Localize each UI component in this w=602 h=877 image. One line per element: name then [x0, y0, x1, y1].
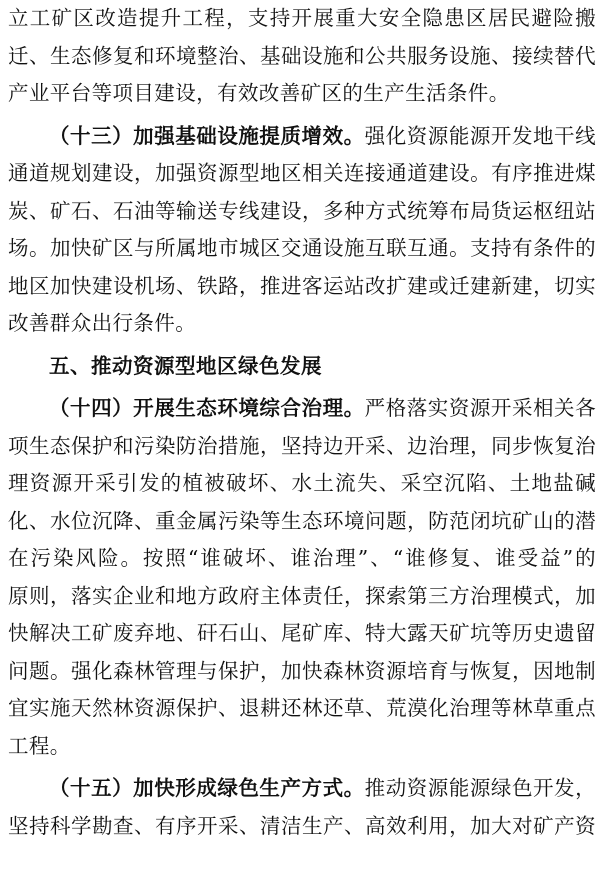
text-line: 地区加快建设机场、铁路，推进客运站改扩建或迁建新建，切实	[8, 273, 596, 298]
paragraph-green-production	[8, 770, 596, 845]
text-line: 通道规划建设，加强资源型地区相关连接通道建设。有序推进煤	[8, 161, 596, 185]
text-line: 快解决工矿废弃地、矸石山、尾矿库、特大露天矿坑等历史遗留	[8, 621, 596, 645]
text-line: 化、水位沉降、重金属污染等生态环境问题，防范闭坑矿山的潜	[8, 508, 596, 533]
text-line: 项生态保护和污染防治措施，坚持边开采、边治理，同步恢复治	[8, 433, 596, 458]
paragraph-ecological-governance	[8, 390, 596, 765]
text-line: 原则，落实企业和地方政府主体责任，探索第三方治理模式，加	[8, 583, 596, 608]
paragraph-lead-rest: 推动资源能源绿色开发，	[364, 776, 596, 800]
text-line: 问题。强化森林管理与保护，加快森林资源培育与恢复，因地制	[8, 658, 596, 683]
section-heading: 五、推动资源型地区绿色发展	[49, 353, 322, 378]
paragraph-lead-rest: 强化资源能源开发地干线	[364, 123, 596, 148]
paragraph-lead-heading: （十三）加强基础设施提质增效。	[49, 123, 365, 148]
paragraph-lead-heading: （十四）开展生态环境综合治理。	[49, 396, 365, 420]
text-line	[8, 390, 596, 428]
text-line	[8, 118, 596, 156]
paragraph-infrastructure	[8, 118, 596, 343]
paragraph-lead-heading: （十五）加快形成绿色生产方式。	[49, 776, 365, 800]
text-line: 宜实施天然林资源保护、退耕还林还草、荒漠化治理等林草重点	[8, 696, 596, 720]
text-line: 立工矿区改造提升工程，支持开展重大安全隐患区居民避险搬	[8, 6, 596, 30]
text-line: 产业平台等项目建设，有效改善矿区的生产生活条件。	[8, 81, 510, 105]
text-line: 迁、生态修复和环境整治、基础设施和公共服务设施、接续替代	[8, 43, 596, 68]
text-line: 炭、矿石、石油等输送专线建设，多种方式统筹布局货运枢纽站	[8, 198, 596, 223]
text-line: 理资源开采引发的植被破坏、水土流失、采空沉陷、土地盐碱	[8, 471, 596, 495]
text-line: 改善群众出行条件。	[8, 311, 197, 335]
text-line: 工程。	[8, 733, 71, 758]
paragraph-mine-renovation	[8, 0, 596, 113]
text-line: 场。加快矿区与所属地市城区交通设施互联互通。支持有条件的	[8, 236, 596, 260]
paragraph-lead-rest: 严格落实资源开采相关各	[364, 396, 596, 420]
text-line: 坚持科学勘查、有序开采、清洁生产、高效利用，加大对矿产资	[8, 813, 596, 838]
text-line: 在污染风险。按照“谁破坏、谁治理”、“谁修复、谁受益”的	[8, 546, 596, 570]
text-line	[8, 770, 596, 808]
